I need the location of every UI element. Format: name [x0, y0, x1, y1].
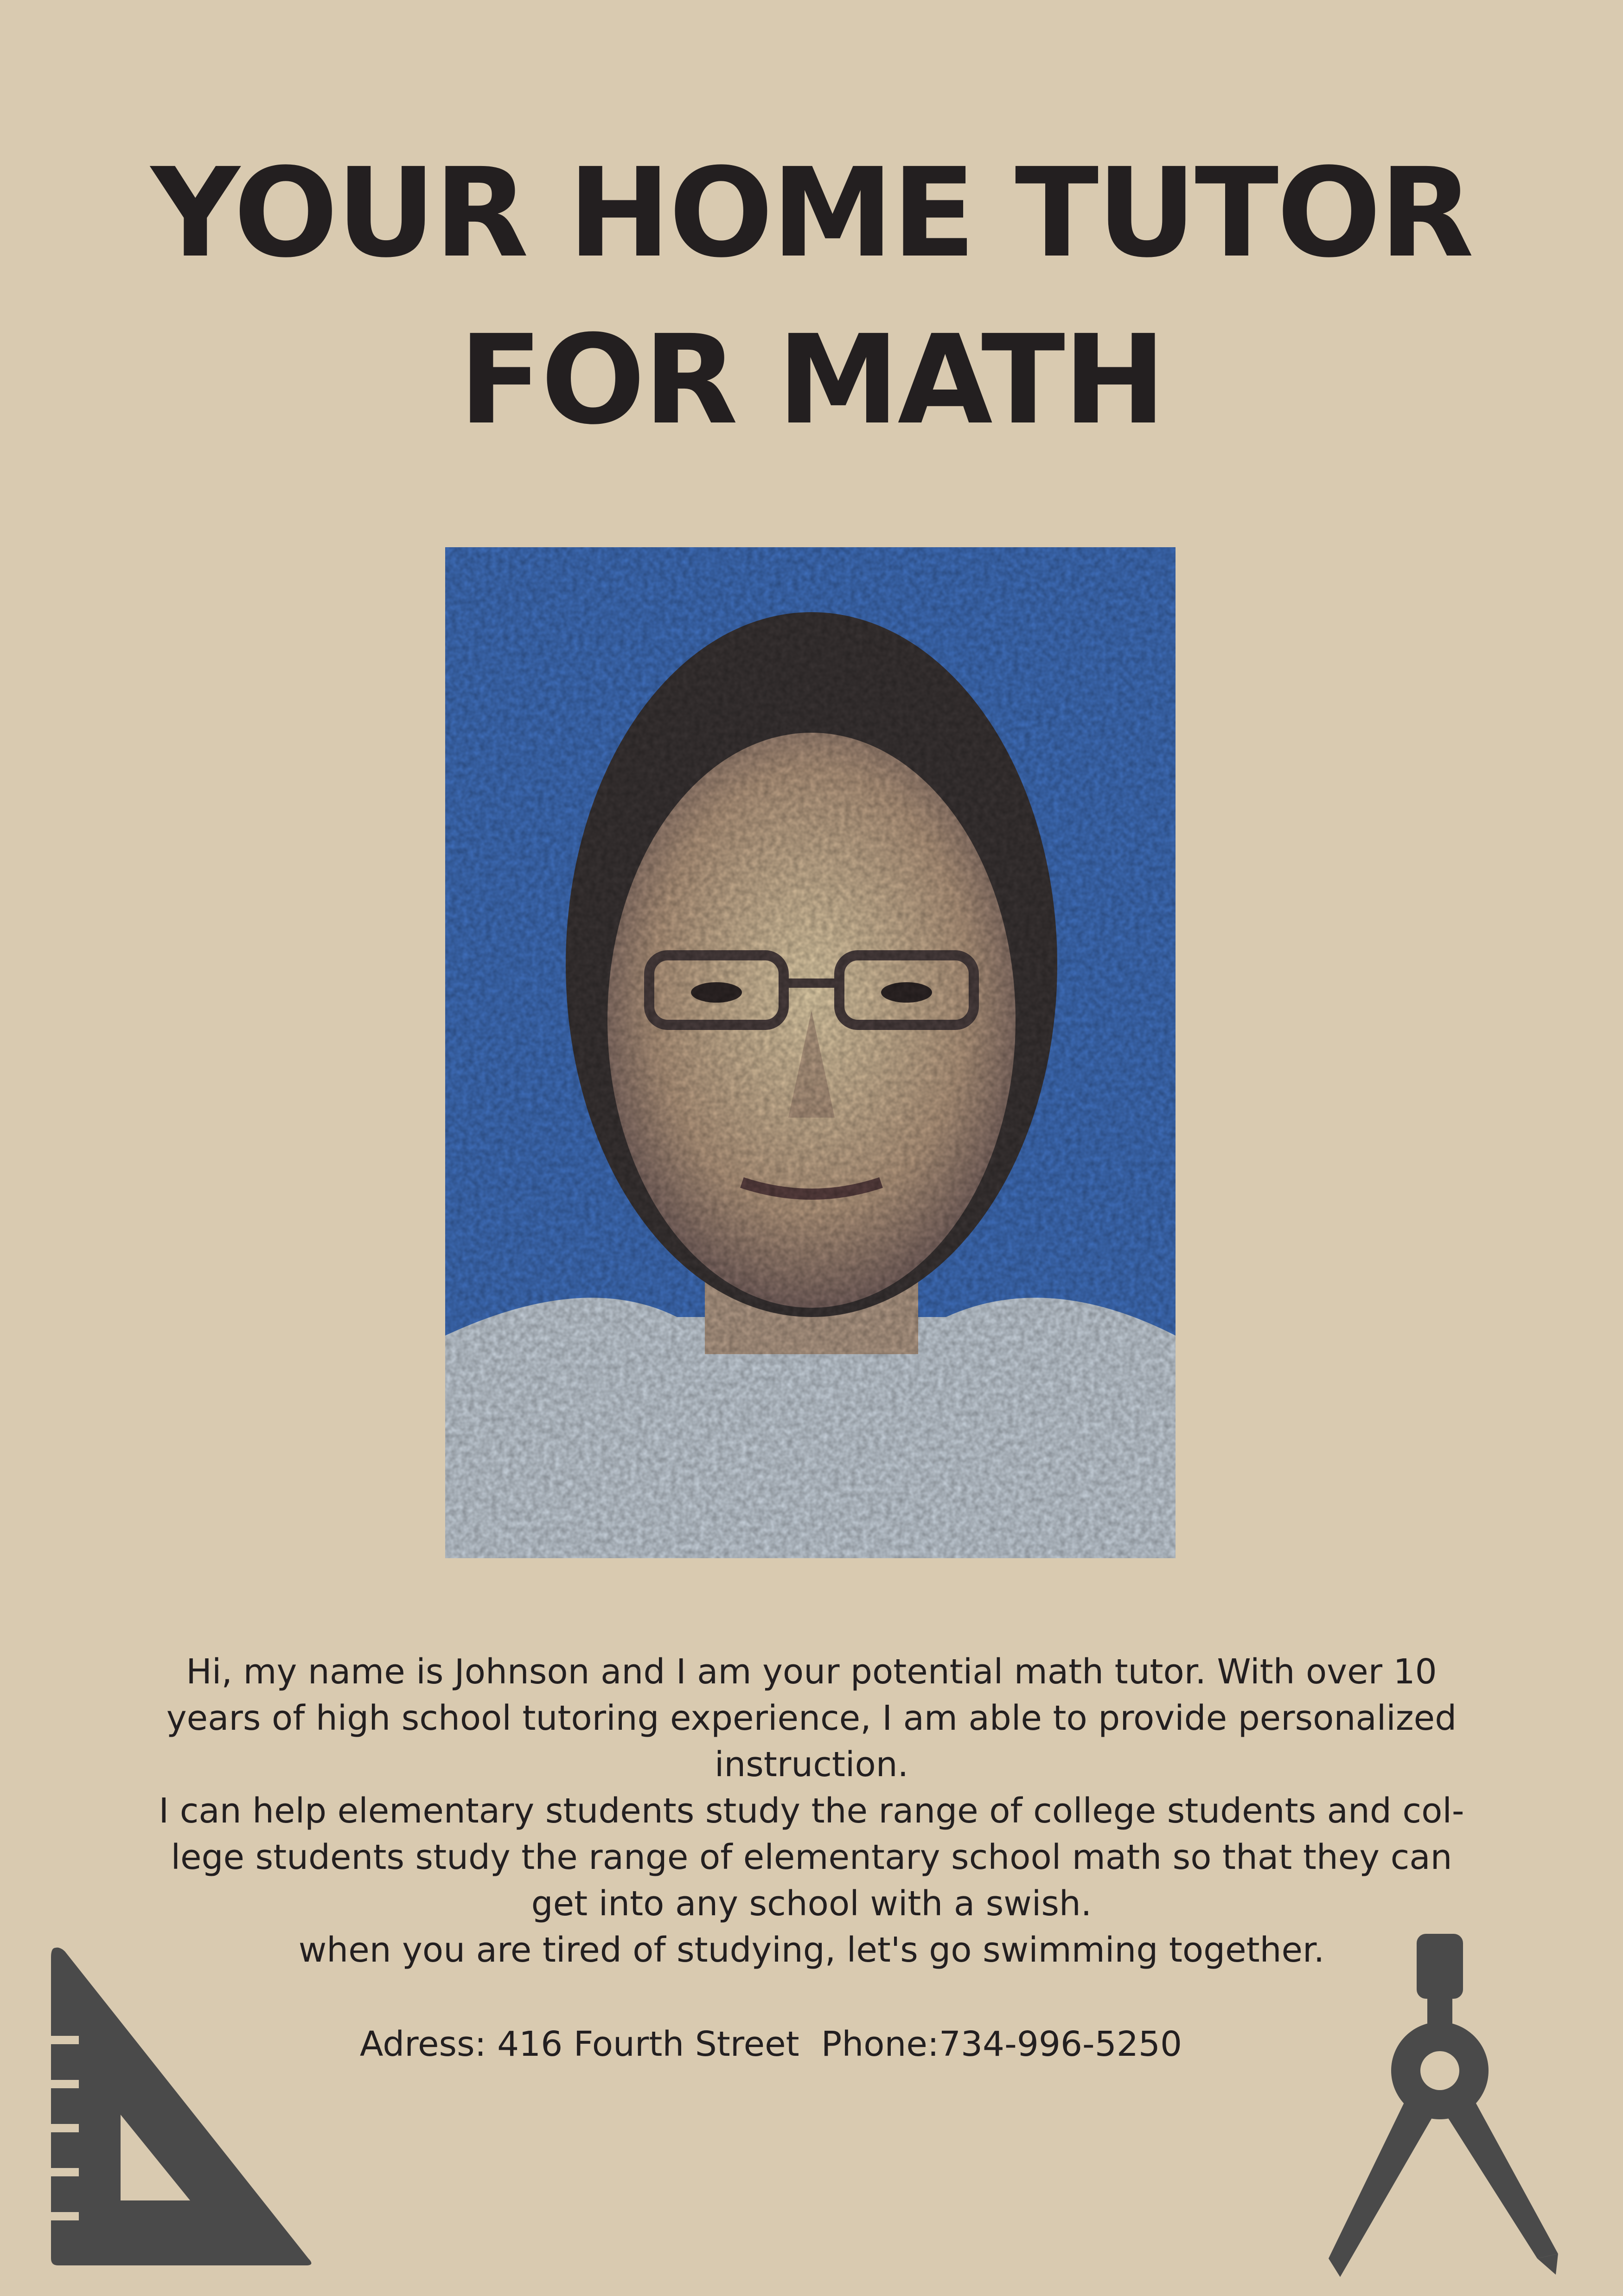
intro-line: years of high school tutoring experience, I am able to provide personalized	[166, 1698, 1457, 1738]
intro-line: lege students study the range of elementary school math so that they can	[171, 1837, 1452, 1877]
intro-text	[158, 1649, 1465, 1973]
intro-line: instruction.	[714, 1745, 909, 1784]
set-square-icon	[46, 1943, 315, 2268]
compass-icon	[1322, 1934, 1563, 2277]
title-line-1: YOUR HOME TUTOR	[151, 142, 1472, 285]
tutor-portrait-icon	[445, 547, 1176, 1558]
intro-line: Hi, my name is Johnson and I am your potential math tutor. With over 10	[186, 1652, 1437, 1692]
intro-line: when you are tired of studying, let's go swimming together.	[298, 1930, 1325, 1970]
intro-line: I can help elementary students study the range of college students and col-	[159, 1791, 1464, 1831]
title-line-2: FOR MATH	[459, 309, 1164, 452]
contact-info: Adress: 416 Fourth Street Phone:734-996-5250	[359, 2024, 1182, 2064]
tutor-photo	[445, 547, 1176, 1558]
page-title	[0, 130, 1623, 464]
intro-line: get into any school with a swish.	[531, 1884, 1092, 1924]
